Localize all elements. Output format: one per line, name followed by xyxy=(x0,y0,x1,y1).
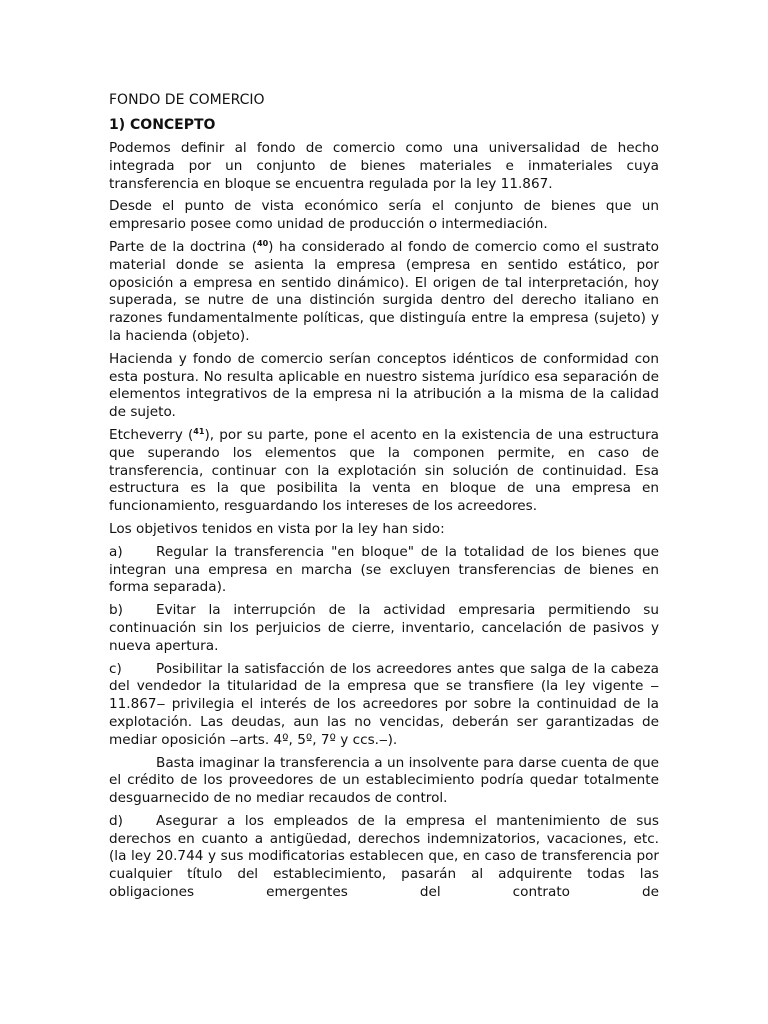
list-text-d: Asegurar a los empleados de la empresa el mantenimiento de sus derechos en cuanto a antigüedad, derechos indemnizatorios, vacaciones, etc. (la ley 20.744 y sus modificatorias establecen que, en caso de transferencia por cualquier título del establecimiento, pasarán al adquirente todas las obligaciones emergentes del contrato de xyxy=(109,812,659,901)
paragraph-etcheverry xyxy=(109,427,659,516)
list-label-a: a) xyxy=(109,543,123,560)
list-text-a: Regular la transferencia "en bloque" de la totalidad de los bienes que integran una empresa en marcha (se excluyen transferencias de bienes en forma separada). xyxy=(109,543,659,596)
list-label-b: b) xyxy=(109,602,123,619)
paragraph-objectives-intro: Los objetivos tenidos en vista por la ley han sido: xyxy=(109,520,445,537)
list-text-c: Posibilitar la satisfacción de los acreedores antes que salga de la cabeza del vendedor la titularidad de la empresa que se transfiere (la ley vigente ‒11.867‒ privilegia el interés de los acreedores por sobre la continuidad de la explotación. Las deudas, aun las no vencidas, deberán ser garantizadas de mediar oposición ‒arts. 4º, 5º, 7º y ccs.‒). xyxy=(109,660,659,748)
document-page xyxy=(109,90,659,902)
paragraph-doctrine xyxy=(109,239,659,346)
footnote-ref-40: 40 xyxy=(257,238,269,248)
paragraph-insolvent: Basta imaginar la transferencia a un insolvente para darse cuenta de que el crédito de los proveedores de un establecimiento podría quedar totalmente desguarnecido de no mediar recaudos de control. xyxy=(109,754,659,807)
document-title: FONDO DE COMERCIO xyxy=(109,92,265,108)
paragraph-etcheverry-start: Etcheverry ( xyxy=(109,426,194,443)
paragraph-doctrine-rest: ) ha considerado al fondo de comercio como el sustrato material donde se asienta la empresa (empresa en sentido estático, por oposición a empresa en sentido dinámico). El origen de tal interpretación, hoy superada, se nutre de una distinción surgida dentro del derecho italiano en razones fundamentalmente políticas, que distinguía entre la empresa (sujeto) y la hacienda (objeto). xyxy=(109,238,659,344)
list-item-c xyxy=(109,661,659,750)
list-item-a xyxy=(109,544,659,597)
list-label-c: c) xyxy=(109,660,122,677)
paragraph-economic-view: Desde el punto de vista económico sería el conjunto de bienes que un empresario posee como unidad de producción o intermediación. xyxy=(109,198,659,233)
list-label-d: d) xyxy=(109,812,123,829)
list-text-b: Evitar la interrupción de la actividad empresaria permitiendo su continuación sin los perjuicios de cierre, inventario, cancelación de pasivos y nueva apertura. xyxy=(109,602,659,654)
paragraph-hacienda: Hacienda y fondo de comercio serían conceptos idénticos de conformidad con esta postura. No resulta aplicable en nuestro sistema jurídico esa separación de elementos integrativos de la empresa ni la atribución a la misma de la calidad de sujeto. xyxy=(109,350,659,421)
paragraph-definition: Podemos definir al fondo de comercio como una universalidad de hecho integrada por un conjunto de bienes materiales e inmateriales cuya transferencia en bloque se encuentra regulada por la ley 11.867. xyxy=(109,140,659,192)
paragraph-etcheverry-rest: ), por su parte, pone el acento en la existencia de una estructura que superando los elementos que la componen permite, en caso de transferencia, continuar con la explotación sin solución de continuidad. Esa estructura es la que posibilita la venta en bloque de una empresa en funcionamiento, resguardando los intereses de los acreedores. xyxy=(109,426,659,515)
paragraph-doctrine-start: Parte de la doctrina ( xyxy=(109,238,258,255)
list-item-b xyxy=(109,602,659,655)
section-heading: 1) CONCEPTO xyxy=(109,117,216,133)
list-item-d xyxy=(109,813,659,902)
footnote-ref-41: 41 xyxy=(193,426,205,436)
